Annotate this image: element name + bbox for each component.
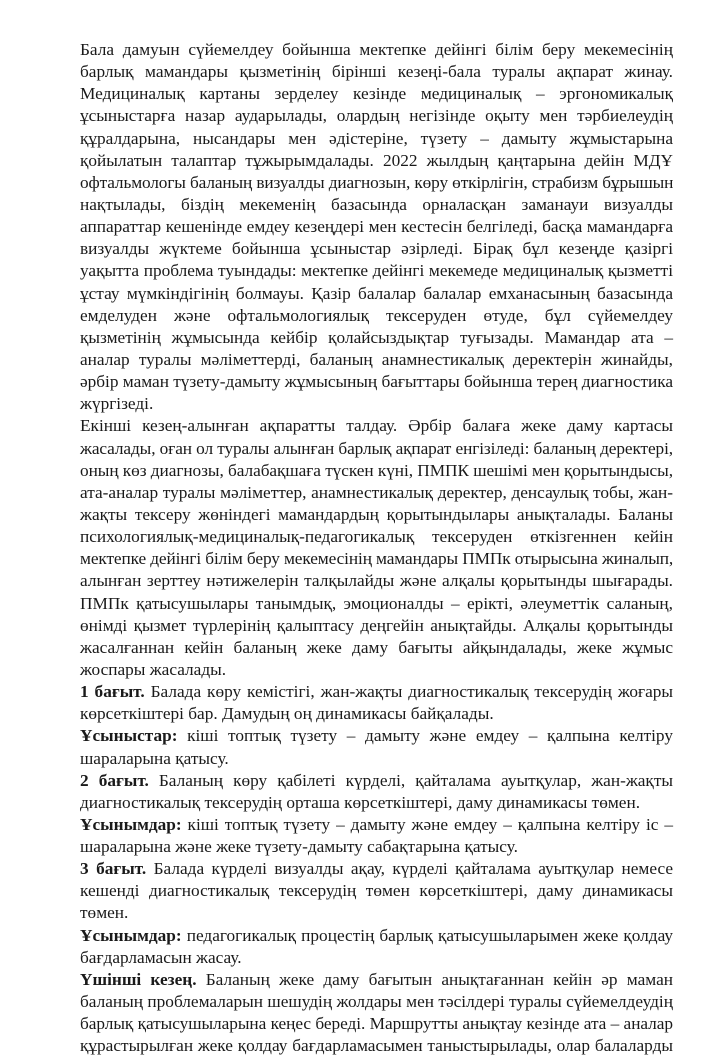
line-text: ата-аналар туралы мәліметтер, анамнестикалық деректер, денсаулық тобы, жан- xyxy=(80,482,673,502)
text-line xyxy=(80,438,673,460)
text-line xyxy=(80,305,673,327)
line-text: кешенді диагностикалық тексерудің төмен көрсеткіштері, даму динамикасы xyxy=(80,881,673,901)
line-text: аналар туралы мәліметтерді, баланың анамнестикалық деректерін жинайды, xyxy=(80,349,673,369)
text-line xyxy=(80,748,673,770)
line-text: Баланың көру қабілеті күрделі, қайталама ауытқулар, жан-жақты xyxy=(148,770,673,790)
text-line xyxy=(80,1013,673,1035)
text-line xyxy=(80,925,673,947)
text-line xyxy=(80,482,673,504)
text-line xyxy=(80,836,673,858)
line-text: ұсыныстарға назар аударылады, олардың негізінде оқыту мен тәрбиелеудің xyxy=(80,106,673,126)
line-text: құралдарына, нысандары мен әдістеріне, түзету – дамыту жұмыстарына xyxy=(80,128,673,148)
line-text: офтальмологы баланың визуалды диагнозын, көру өткірлігін, страбизм бұрышын xyxy=(80,172,674,192)
text-line xyxy=(80,61,673,83)
text-line xyxy=(80,659,673,681)
line-text: мектепке дейінгі білім беру мекемесінің мамандары ПМПк отырысына жиналып, xyxy=(80,549,674,569)
text-line xyxy=(80,260,673,282)
text-line xyxy=(80,1035,673,1057)
text-line xyxy=(80,83,673,105)
line-text: жоспары жасалады. xyxy=(80,659,227,679)
text-line xyxy=(80,216,673,238)
line-text: Балада көру кемістігі, жан-жақты диагностикалық тексерудің жоғары xyxy=(144,682,674,702)
text-line xyxy=(80,526,673,548)
text-line xyxy=(80,460,673,482)
line-text: Екінші кезең-алынған ақпаратты талдау. Әрбір балаға жеке даму картасы xyxy=(80,416,673,436)
document-page xyxy=(80,39,673,1057)
line-text: емделуден және офтальмологиялық тексеруден өтуде, бұл сүйемелдеу xyxy=(80,305,673,325)
line-text: оның көз диагнозы, балабақшаға түскен күні, ПМПК шешімі мен қорытындысы, xyxy=(80,460,673,480)
text-line xyxy=(80,792,673,814)
line-text: Баланың жеке даму бағытын анықтағаннан кейін әр маман xyxy=(196,969,673,989)
line-text: баланың проблемаларын шешудің жолдары мен тәсілдері туралы сүйемелдеудің xyxy=(80,992,673,1012)
line-text: визуалды жүктеме бойынша ұсыныстар әзірледі. Бірақ бұл кезеңде қазіргі xyxy=(80,239,673,259)
text-line xyxy=(80,991,673,1013)
line-text: қызметінің жұмысында кейбір қолайсыздықтар туғызады. Мамандар ата – xyxy=(80,327,673,347)
text-line xyxy=(80,947,673,969)
line-text: бағдарламасын жасау. xyxy=(80,947,242,967)
text-line xyxy=(80,637,673,659)
line-text: төмен. xyxy=(80,903,129,923)
bold-heading: Үшінші кезең. xyxy=(80,969,197,989)
line-text: педагогикалық процестің барлық қатысушыларымен жеке қолдау xyxy=(181,925,673,945)
text-line xyxy=(80,105,673,127)
line-text: психологиялық-медициналық-педагогикалық тексеруден өткізгеннен кейін xyxy=(80,527,673,547)
text-line xyxy=(80,371,673,393)
line-text: қойылатын талаптар тұжырымдалады. 2022 жылдың қаңтарына дейін МДҰ xyxy=(80,150,673,170)
text-line xyxy=(80,880,673,902)
bold-heading: 1 бағыт. xyxy=(80,682,145,702)
line-text: жасалғаннан кейін баланың жеке даму бағыты айқындалады, жеке жұмыс xyxy=(80,637,673,657)
line-text: алынған зерттеу нәтижелерін талқылайды және алқалы қорытынды шығарады. xyxy=(80,571,673,591)
line-text: құрастырылған жеке қолдау бағдарламасымен таныстырылады, олар балаларды xyxy=(80,1036,673,1056)
bold-heading: Ұсынымдар: xyxy=(80,814,182,834)
line-text: көрсеткіштері бар. Дамудың оң динамикасы байқалады. xyxy=(80,704,494,724)
text-line xyxy=(80,570,673,592)
text-line xyxy=(80,548,673,570)
text-line xyxy=(80,814,673,836)
line-text: кіші топтық түзету – дамыту және емдеу – қалпына келтіру іс – xyxy=(181,814,673,834)
bold-heading: Ұсыныстар: xyxy=(80,726,178,746)
text-line xyxy=(80,194,673,216)
text-line xyxy=(80,969,673,991)
line-text: барлық қатысушыларына кеңес береді. Маршрутты анықтау кезінде ата – аналар xyxy=(80,1014,673,1034)
text-line xyxy=(80,681,673,703)
text-line xyxy=(80,858,673,880)
line-text: аппараттар кешенінде емдеу кезеңдері мен кестесін белгіледі, басқа мамандарға xyxy=(80,217,673,237)
text-line xyxy=(80,415,673,437)
bold-heading: Ұсынымдар: xyxy=(80,925,182,945)
text-line xyxy=(80,128,673,150)
text-line xyxy=(80,770,673,792)
bold-heading: 3 бағыт. xyxy=(80,859,147,879)
line-text: нақтылады, біздің мекеменің базасында орналасқан заманауи визуалды xyxy=(80,194,673,214)
text-line xyxy=(80,615,673,637)
text-line xyxy=(80,238,673,260)
text-line xyxy=(80,283,673,305)
text-line xyxy=(80,327,673,349)
line-text: шараларына қатысу. xyxy=(80,748,229,768)
text-line xyxy=(80,902,673,924)
text-line xyxy=(80,172,673,194)
text-line xyxy=(80,725,673,747)
text-line xyxy=(80,593,673,615)
text-line xyxy=(80,150,673,172)
bold-heading: 2 бағыт. xyxy=(80,770,149,790)
line-text: өнімді қызмет түрлерінің қалыптасу деңгейін анықтайды. Алқалы қорытынды xyxy=(80,615,673,635)
line-text: жасалады, оған ол туралы алынған барлық ақпарат енгізіледі: баланың деректері, xyxy=(80,438,673,458)
line-text: әрбір маман түзету-дамыту жұмысының бағыттары бойынша терең диагностика xyxy=(80,372,674,392)
text-line xyxy=(80,39,673,61)
line-text: Бала дамуын сүйемелдеу бойынша мектепке дейінгі білім беру мекемесінің xyxy=(80,40,673,59)
text-line xyxy=(80,703,673,725)
line-text: уақытта проблема туындады: мектепке дейінгі мекемеде медициналық қызметті xyxy=(80,261,673,281)
line-text: Балада күрделі визуалды ақау, күрделі қайталама ауытқулар немесе xyxy=(146,859,673,879)
text-line xyxy=(80,393,673,415)
text-line xyxy=(80,504,673,526)
line-text: барлық мамандары қызметінің бірінші кезеңі-бала туралы ақпарат жинау. xyxy=(80,62,673,82)
line-text: жақты тексеру жөніндегі мамандардың қорытындылары анықталады. Баланы xyxy=(80,504,673,524)
line-text: кіші топтық түзету – дамыту және емдеу – қалпына келтіру xyxy=(177,726,673,746)
line-text: шараларына және жеке түзету-дамыту сабақтарына қатысу. xyxy=(80,837,518,857)
text-line xyxy=(80,349,673,371)
line-text: ұстау мүмкіндігінің болмауы. Қазір балалар балалар емханасының базасында xyxy=(80,283,673,303)
line-text: Медициналық картаны зерделеу кезінде медициналық – эргономикалық xyxy=(80,84,673,104)
line-text: ПМПк қатысушылары танымдық, эмоционалды – ерікті, әлеуметтік саланың, xyxy=(80,593,673,613)
line-text: диагностикалық тексерудің орташа көрсеткіштері, даму динамикасы төмен. xyxy=(80,792,641,812)
line-text: жүргізеді. xyxy=(80,394,154,414)
